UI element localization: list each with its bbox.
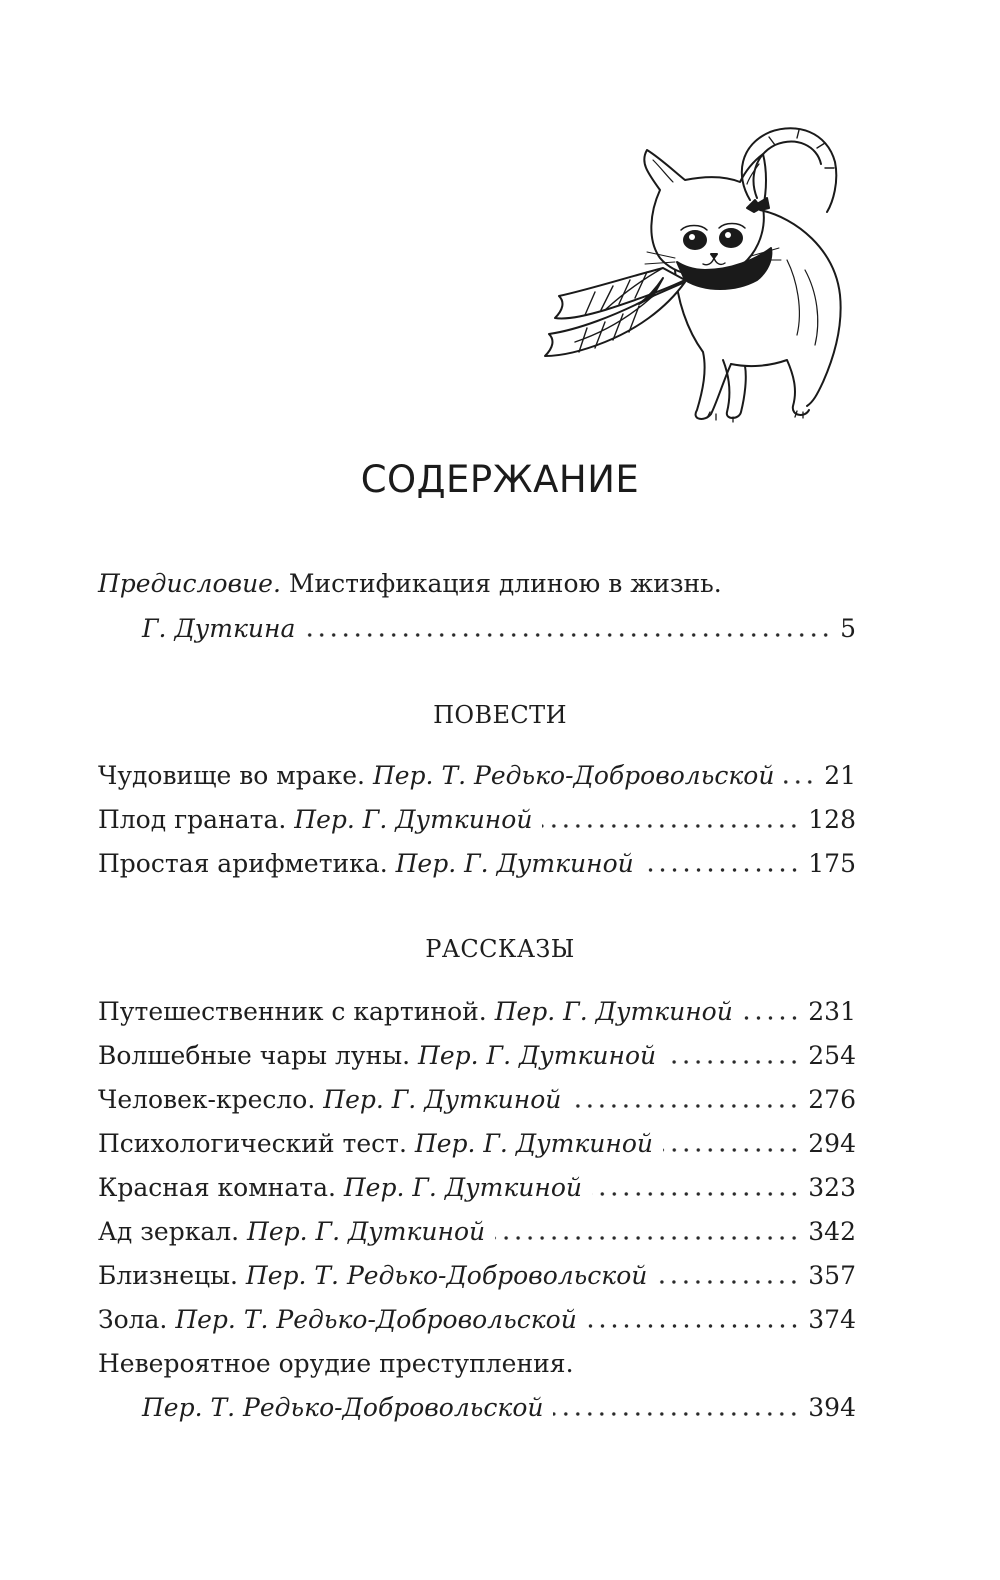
page-number: 276 [808,1085,856,1114]
dot-leader [495,1236,800,1240]
contents-heading: СОДЕРЖАНИЕ [360,458,640,501]
page-number: 374 [808,1305,856,1334]
entry-title: Психологический тест. [98,1129,407,1158]
entry-title: Волшебные чары луны. [98,1041,411,1070]
entry-title: Невероятное орудие преступления. [98,1349,574,1378]
entry-title: Ад зеркал. [98,1217,240,1246]
toc-entry [98,1127,856,1161]
toc-entry [98,1303,856,1337]
entry-translator: Пер. Т. Редько-Добровольской [142,1393,544,1422]
preface-author-line [142,612,856,646]
entry-title: Человек-кресло. [98,1085,316,1114]
entry-translator: Пер. Г. Дуткиной [418,1041,657,1070]
toc-entry [98,1039,856,1073]
page-number: 323 [808,1173,856,1202]
preface-label: Предисловие. [98,569,281,598]
toc-entry [98,1171,856,1205]
entry-translator: Пер. Г. Дуткиной [323,1085,562,1114]
page-number: 254 [808,1041,856,1070]
dot-leader [571,1104,800,1108]
entry-title: Путешественник с картиной. [98,997,487,1026]
dot-leader [542,824,800,828]
page-number: 294 [808,1129,856,1158]
entry-translator: Пер. Г. Дуткиной [294,805,533,834]
toc-entry [98,1083,856,1117]
entry-title: Зола. [98,1305,168,1334]
entry-translator: Пер. Т. Редько-Добровольской [372,761,775,790]
dot-leader [553,1412,800,1416]
entry-title: Близнецы. [98,1261,238,1290]
entry-title: Чудовище во мраке. [98,761,365,790]
dot-leader [784,780,816,784]
dot-leader [743,1016,800,1020]
page-number: 357 [808,1261,856,1290]
dot-leader [305,633,832,637]
dot-leader [657,1280,800,1284]
page-number: 394 [808,1393,856,1422]
toc-entry [98,847,856,881]
section-title-povesti: ПОВЕСТИ [433,701,567,729]
dot-leader [644,868,801,872]
page-number: 128 [808,805,856,834]
toc-entry [98,759,856,793]
page-number: 21 [824,761,856,790]
page-number: 5 [840,614,856,643]
section-title-rasskazy: РАССКАЗЫ [425,935,575,963]
entry-translator: Пер. Г. Дуткиной [414,1129,654,1158]
toc-entry [98,1259,856,1293]
dot-leader [663,1148,800,1152]
entry-title: Красная комната. [98,1173,336,1202]
preface-title: Мистификация длиною в жизнь. [280,569,722,598]
page-number: 175 [808,849,856,878]
entry-translator: Пер. Г. Дуткиной [494,997,733,1026]
entry-title: Плод граната. [98,805,287,834]
entry-translator: Пер. Т. Редько-Добровольской [175,1305,577,1334]
page-number: 231 [808,997,856,1026]
dot-leader [666,1060,800,1064]
entry-translator: Пер. Г. Дуткиной [395,849,634,878]
toc-entry [142,1391,856,1425]
preface-author: Г. Дуткина [142,614,296,643]
entry-translator: Пер. Г. Дуткиной [343,1173,582,1202]
dot-leader [592,1192,800,1196]
entry-translator: Пер. Т. Редько-Добровольской [245,1261,648,1290]
preface-line [98,567,722,601]
cat-illustration [535,120,845,430]
entry-title: Простая арифметика. [98,849,388,878]
toc-entry-title-line [98,1347,574,1381]
entry-translator: Пер. Г. Дуткиной [247,1217,486,1246]
toc-entry [98,995,856,1029]
toc-entry [98,803,856,837]
toc-entry [98,1215,856,1249]
page-number: 342 [808,1217,856,1246]
dot-leader [587,1324,800,1328]
